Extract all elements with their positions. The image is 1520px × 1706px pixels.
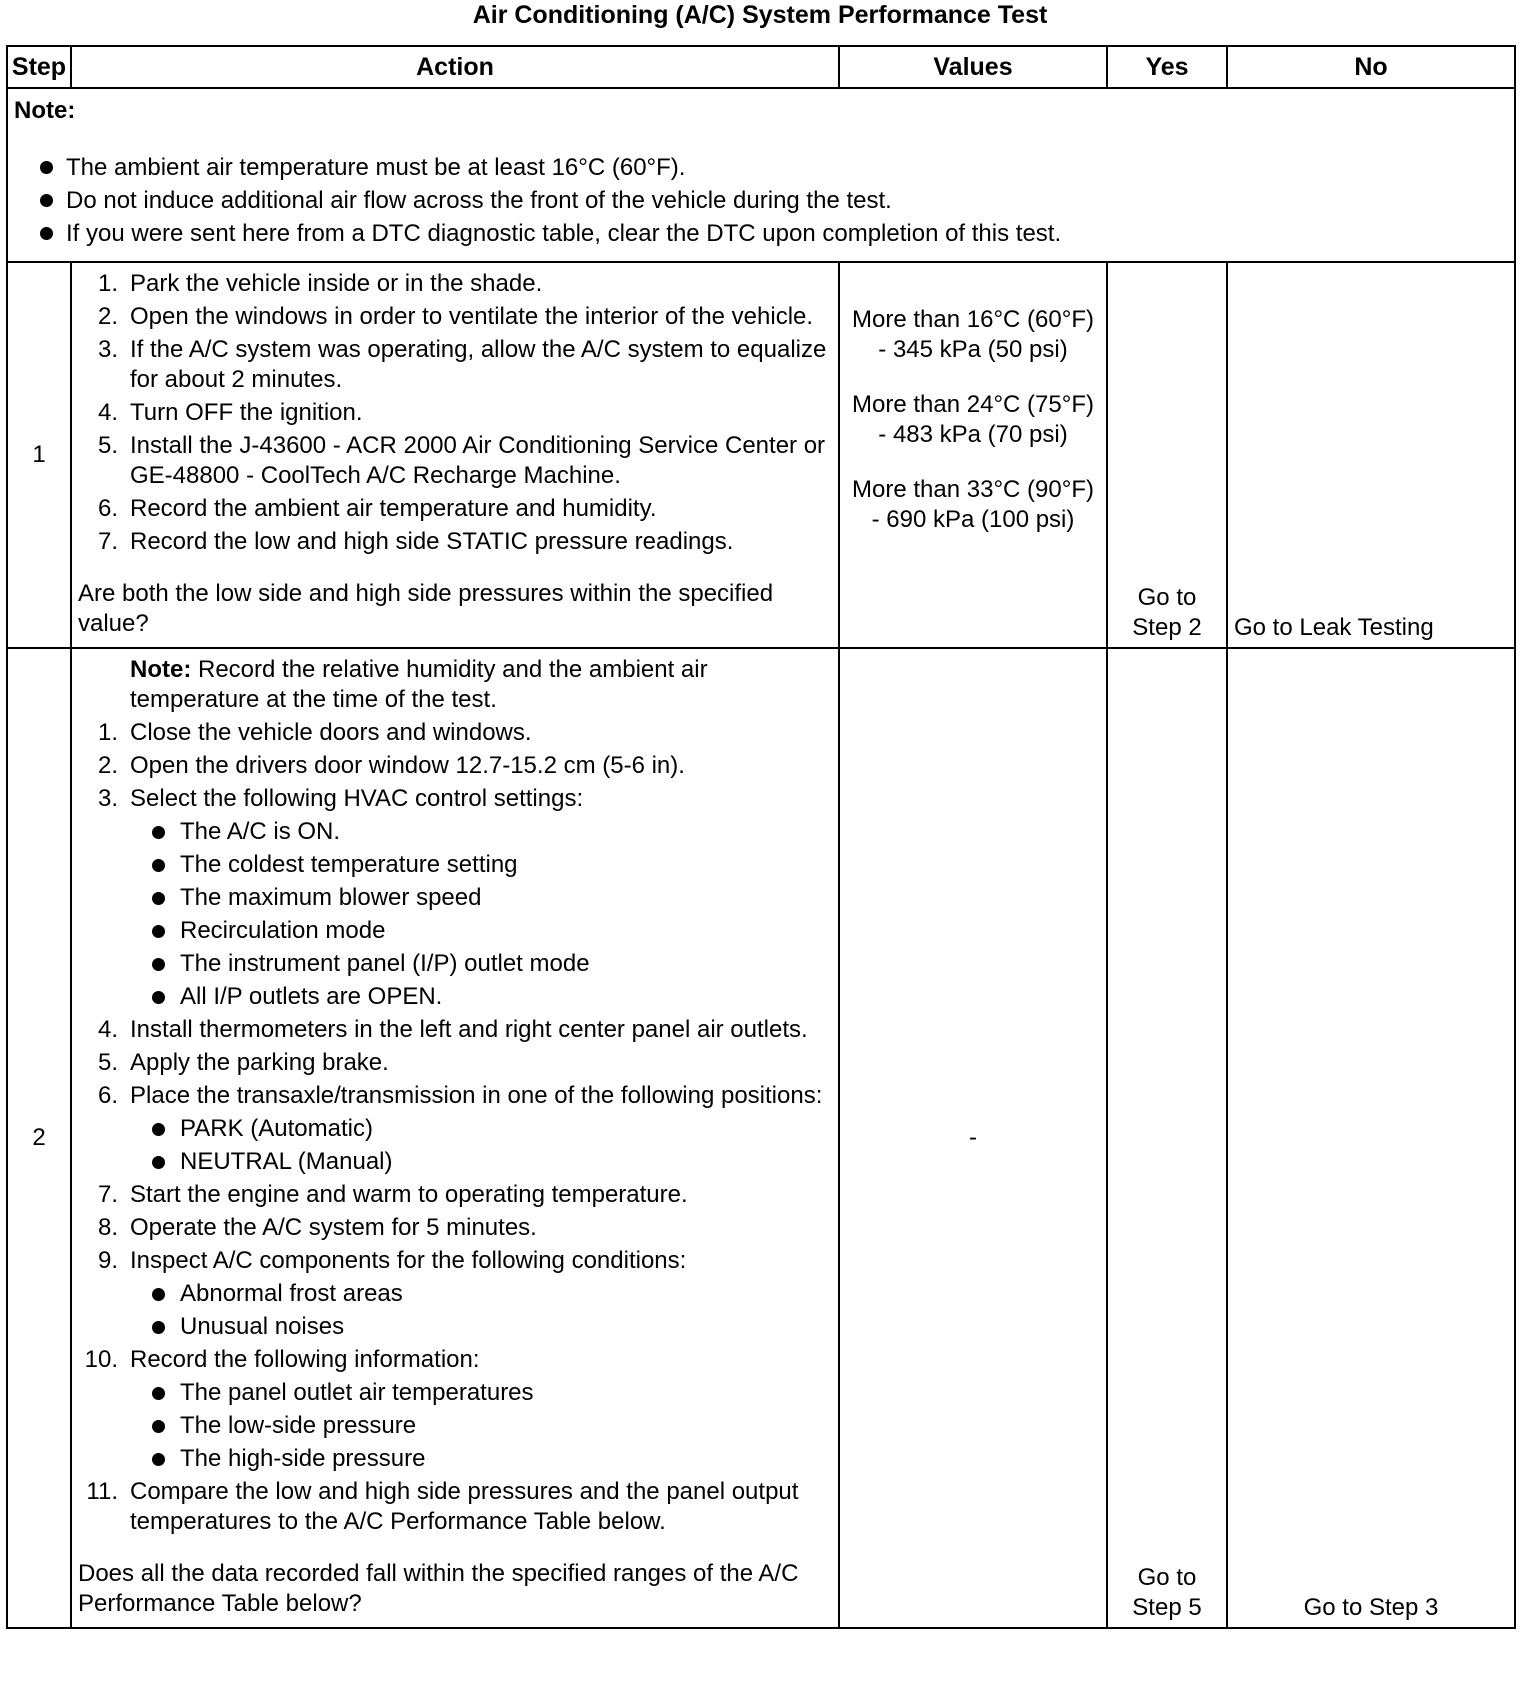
sub-item: PARK (Automatic) — [130, 1114, 828, 1144]
sub-item: All I/P outlets are OPEN. — [130, 982, 828, 1012]
header-yes: Yes — [1107, 46, 1227, 88]
step-2-row — [7, 648, 1515, 1628]
step-2-note: Note: Record the relative humidity and the ambient air temperature at the time of the test. — [130, 656, 708, 713]
step-1-action — [71, 262, 839, 648]
sub-item: The panel outlet air temperatures — [130, 1378, 828, 1408]
action-item: 6. Record the ambient air temperature and humidity. — [97, 495, 657, 522]
note-cell — [7, 88, 1515, 262]
sub-item: NEUTRAL (Manual) — [130, 1147, 828, 1177]
action-item: 7. Start the engine and warm to operating temperature. — [97, 1181, 688, 1208]
note-item: If you were sent here from a DTC diagnostic table, clear the DTC upon completion of this test. — [14, 217, 1506, 250]
step-2-action-list — [78, 718, 828, 1537]
step-1-row — [7, 262, 1515, 648]
step-2-values: - — [839, 648, 1107, 1628]
sub-item: The maximum blower speed — [130, 883, 828, 913]
value-entry: More than 33°C (90°F) - 690 kPa (100 psi) — [852, 476, 1094, 533]
action-item: 5. Apply the parking brake. — [97, 1049, 389, 1076]
sub-item: The high-side pressure — [130, 1444, 828, 1474]
action-item: 2. Open the drivers door window 12.7-15.2 cm (5-6 in). — [97, 752, 685, 779]
action-item: 1. Close the vehicle doors and windows. — [97, 719, 532, 746]
step-1-yes — [1107, 262, 1227, 648]
action-item: 11. Compare the low and high side pressures and the panel output temperatures to the A/C Performance Table below. — [86, 1478, 799, 1535]
value-entry: More than 16°C (60°F) - 345 kPa (50 psi) — [852, 306, 1094, 363]
action-item: 3. Select the following HVAC control settings: The A/C is ON. The coldest temperature setting The maximum blower speed Recirculation mode The instrument panel (I/P) outlet mode All I/P outlets are OPEN. — [78, 784, 828, 1012]
step-2-action — [71, 648, 839, 1628]
action-item: 4. Install thermometers in the left and right center panel air outlets. — [97, 1016, 808, 1043]
note-item: Do not induce additional air flow across the front of the vehicle during the test. — [14, 184, 1506, 217]
action-item: 5. Install the J-43600 - ACR 2000 Air Conditioning Service Center or GE-48800 - CoolTech A/C Recharge Machine. — [97, 432, 826, 489]
action-item: 2. Open the windows in order to ventilate the interior of the vehicle. — [97, 303, 814, 330]
page-title: Air Conditioning (A/C) System Performance Test — [472, 1, 1048, 29]
step-2-yes — [1107, 648, 1227, 1628]
note-row — [7, 88, 1515, 262]
header-values: Values — [839, 46, 1107, 88]
step-1-question: Are both the low side and high side pressures within the specified value? — [78, 580, 774, 637]
sub-item: Recirculation mode — [130, 916, 828, 946]
go-to-step-2-link[interactable]: Go to Step 2 — [1132, 584, 1202, 641]
sub-item: Abnormal frost areas — [130, 1279, 828, 1309]
go-to-leak-testing-link[interactable]: Go to Leak Testing — [1234, 614, 1434, 641]
go-to-step-5-link[interactable]: Go to Step 5 — [1132, 1564, 1202, 1621]
sub-item: The low-side pressure — [130, 1411, 828, 1441]
header-action: Action — [71, 46, 839, 88]
step-1-no — [1227, 262, 1515, 648]
performance-test-table — [6, 45, 1516, 1629]
sub-item: The instrument panel (I/P) outlet mode — [130, 949, 828, 979]
go-to-step-3-link[interactable]: Go to Step 3 — [1303, 1594, 1439, 1621]
action-item: 1. Park the vehicle inside or in the shade. — [97, 270, 543, 297]
header-no: No — [1227, 46, 1515, 88]
step-2-no — [1227, 648, 1515, 1628]
header-step: Step — [7, 46, 71, 88]
action-item: 3. If the A/C system was operating, allow the A/C system to equalize for about 2 minutes. — [97, 336, 827, 393]
sub-item: The A/C is ON. — [130, 817, 828, 847]
step-number: 2 — [7, 648, 71, 1628]
note-label: Note: — [14, 97, 76, 124]
action-item: 8. Operate the A/C system for 5 minutes. — [97, 1214, 537, 1241]
step-number: 1 — [7, 262, 71, 648]
step-2-question: Does all the data recorded fall within the specified ranges of the A/C Performance Table below? — [78, 1560, 799, 1617]
sub-item: The coldest temperature setting — [130, 850, 828, 880]
value-entry: More than 24°C (75°F) - 483 kPa (70 psi) — [852, 391, 1094, 448]
step-1-values — [839, 262, 1107, 648]
action-item: 10. Record the following information: The panel outlet air temperatures The low-side pressure The high-side pressure — [78, 1345, 828, 1474]
action-item: 4. Turn OFF the ignition. — [97, 399, 363, 426]
note-list — [14, 151, 1506, 250]
note-item: The ambient air temperature must be at least 16°C (60°F). — [14, 151, 1506, 184]
sub-item: Unusual noises — [130, 1312, 828, 1342]
action-item: 7. Record the low and high side STATIC pressure readings. — [97, 528, 734, 555]
action-item: 6. Place the transaxle/transmission in one of the following positions: PARK (Automatic) NEUTRAL (Manual) — [78, 1081, 828, 1177]
header-row — [7, 46, 1515, 88]
action-item: 9. Inspect A/C components for the following conditions: Abnormal frost areas Unusual noises — [78, 1246, 828, 1342]
step-1-action-list — [78, 269, 828, 557]
